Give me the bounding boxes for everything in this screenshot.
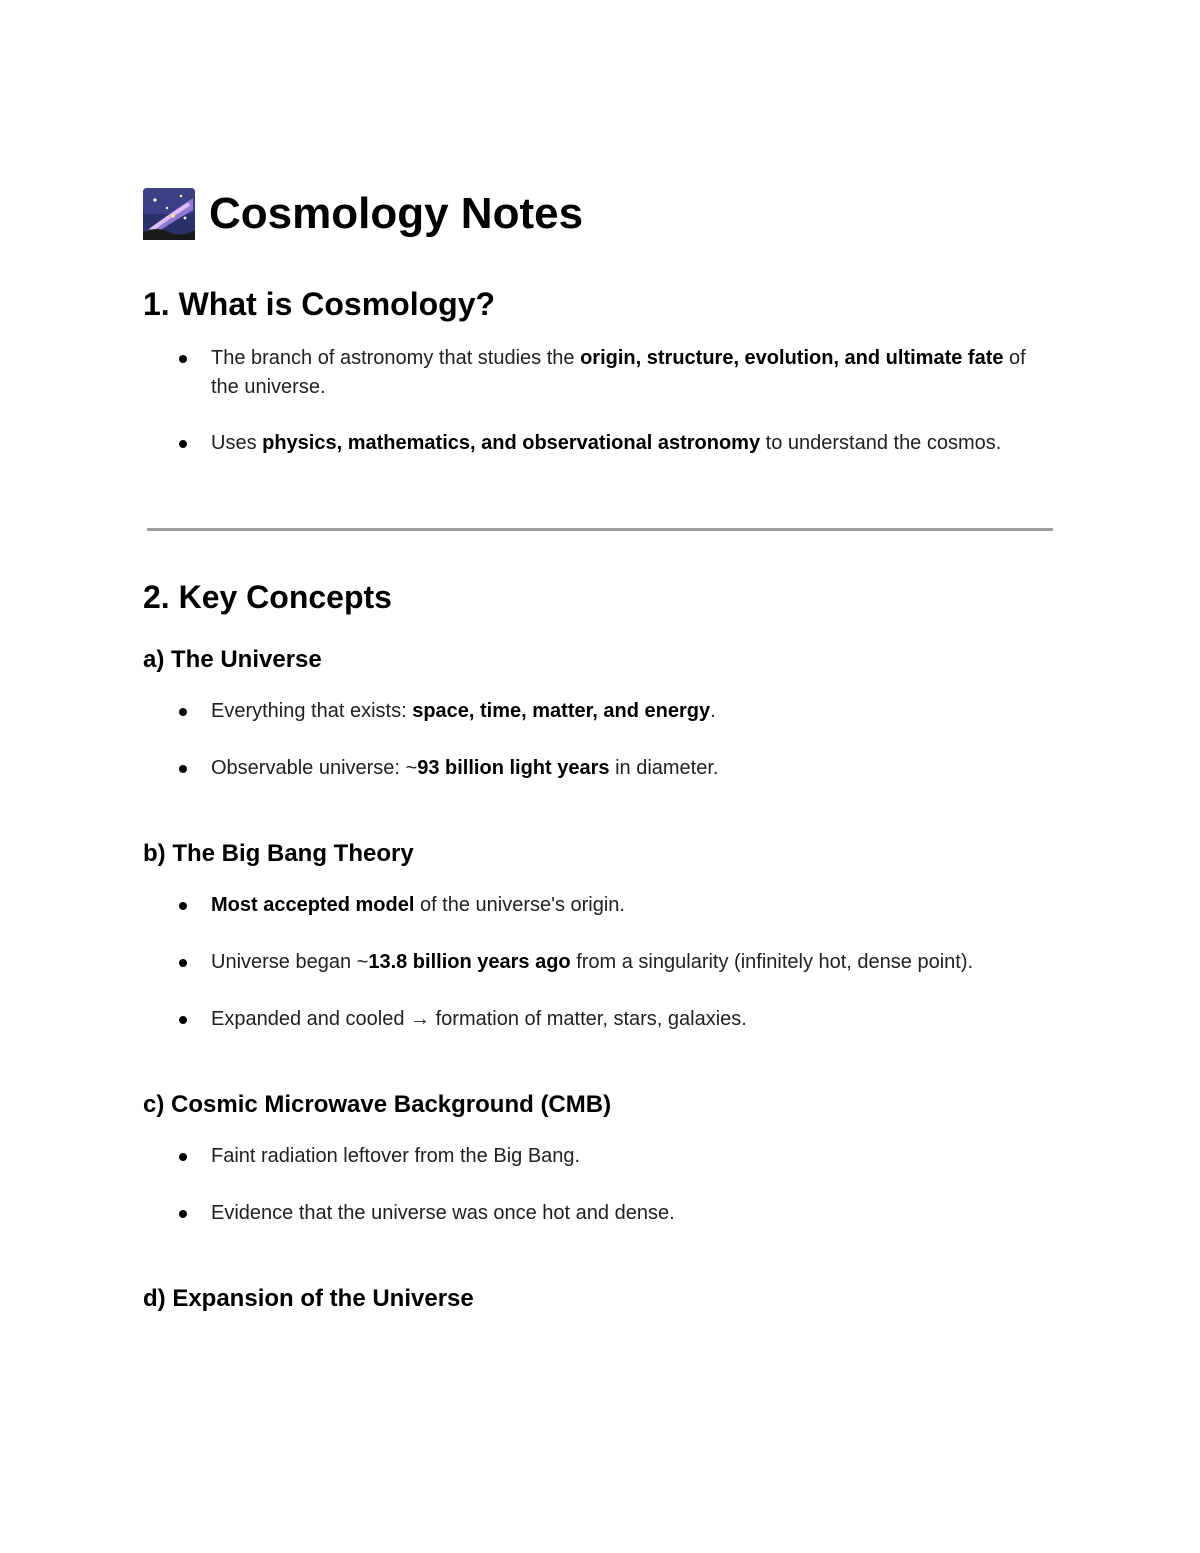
bullet-list xyxy=(143,344,1054,458)
bullet-text: . xyxy=(710,700,716,722)
list-item xyxy=(143,754,1054,783)
bullet-list xyxy=(143,1142,1054,1228)
bullet-bold: physics, mathematics, and observational astronomy xyxy=(262,432,761,454)
list-item xyxy=(143,891,1054,920)
title-row xyxy=(143,186,1054,242)
bullet-text: Expanded and cooled → formation of matter, stars, galaxies. xyxy=(211,1008,747,1030)
bullet-text: Everything that exists: xyxy=(211,700,413,722)
list-item xyxy=(143,697,1054,726)
bullet-text: from a singularity (infinitely hot, dense point). xyxy=(570,951,974,973)
bullet-icon xyxy=(179,959,187,967)
list-item xyxy=(143,429,1054,458)
section-heading: 1. What is Cosmology? xyxy=(143,286,496,322)
list-item xyxy=(143,1199,1054,1228)
subsection-heading: a) The Universe xyxy=(143,646,322,673)
milky-way-icon xyxy=(143,188,195,240)
bullet-text: The branch of astronomy that studies the xyxy=(211,347,581,369)
list-item xyxy=(143,948,1054,977)
bullet-text: to understand the cosmos. xyxy=(760,432,1002,454)
bullet-bold: origin, structure, evolution, and ultimate fate xyxy=(580,347,1004,369)
subsection-heading: b) The Big Bang Theory xyxy=(143,840,414,867)
document-title: Cosmology Notes xyxy=(209,189,584,238)
bullet-text: in diameter. xyxy=(609,757,719,779)
bullet-icon xyxy=(179,440,187,448)
bullet-icon xyxy=(179,765,187,773)
bullet-text: of the universe's origin. xyxy=(414,894,625,916)
list-item xyxy=(143,1005,1054,1034)
bullet-icon xyxy=(179,1153,187,1161)
bullet-text: Evidence that the universe was once hot and dense. xyxy=(211,1202,675,1224)
bullet-text: Observable universe: ~ xyxy=(211,757,418,779)
list-item xyxy=(143,344,1054,402)
bullet-text: of the universe. xyxy=(211,347,1026,398)
bullet-list xyxy=(143,697,1054,783)
section-heading: 2. Key Concepts xyxy=(143,579,392,615)
subsection-heading: c) Cosmic Microwave Background (CMB) xyxy=(143,1091,612,1118)
bullet-bold: 13.8 billion years ago xyxy=(368,951,571,973)
bullet-text: Faint radiation leftover from the Big Bang. xyxy=(211,1145,581,1167)
bullet-text: Uses xyxy=(211,432,263,454)
horizontal-divider xyxy=(147,528,1053,531)
bullet-icon xyxy=(179,355,187,363)
bullet-icon xyxy=(179,708,187,716)
bullet-icon xyxy=(179,902,187,910)
bullet-icon xyxy=(179,1016,187,1024)
bullet-text: Universe began ~ xyxy=(211,951,369,973)
subsection-heading: d) Expansion of the Universe xyxy=(143,1285,474,1312)
list-item xyxy=(143,1142,1054,1171)
bullet-bold: Most accepted model xyxy=(211,894,415,916)
bullet-bold: space, time, matter, and energy xyxy=(412,700,711,722)
bullet-list xyxy=(143,891,1054,1034)
bullet-icon xyxy=(179,1210,187,1218)
bullet-bold: 93 billion light years xyxy=(417,757,610,779)
